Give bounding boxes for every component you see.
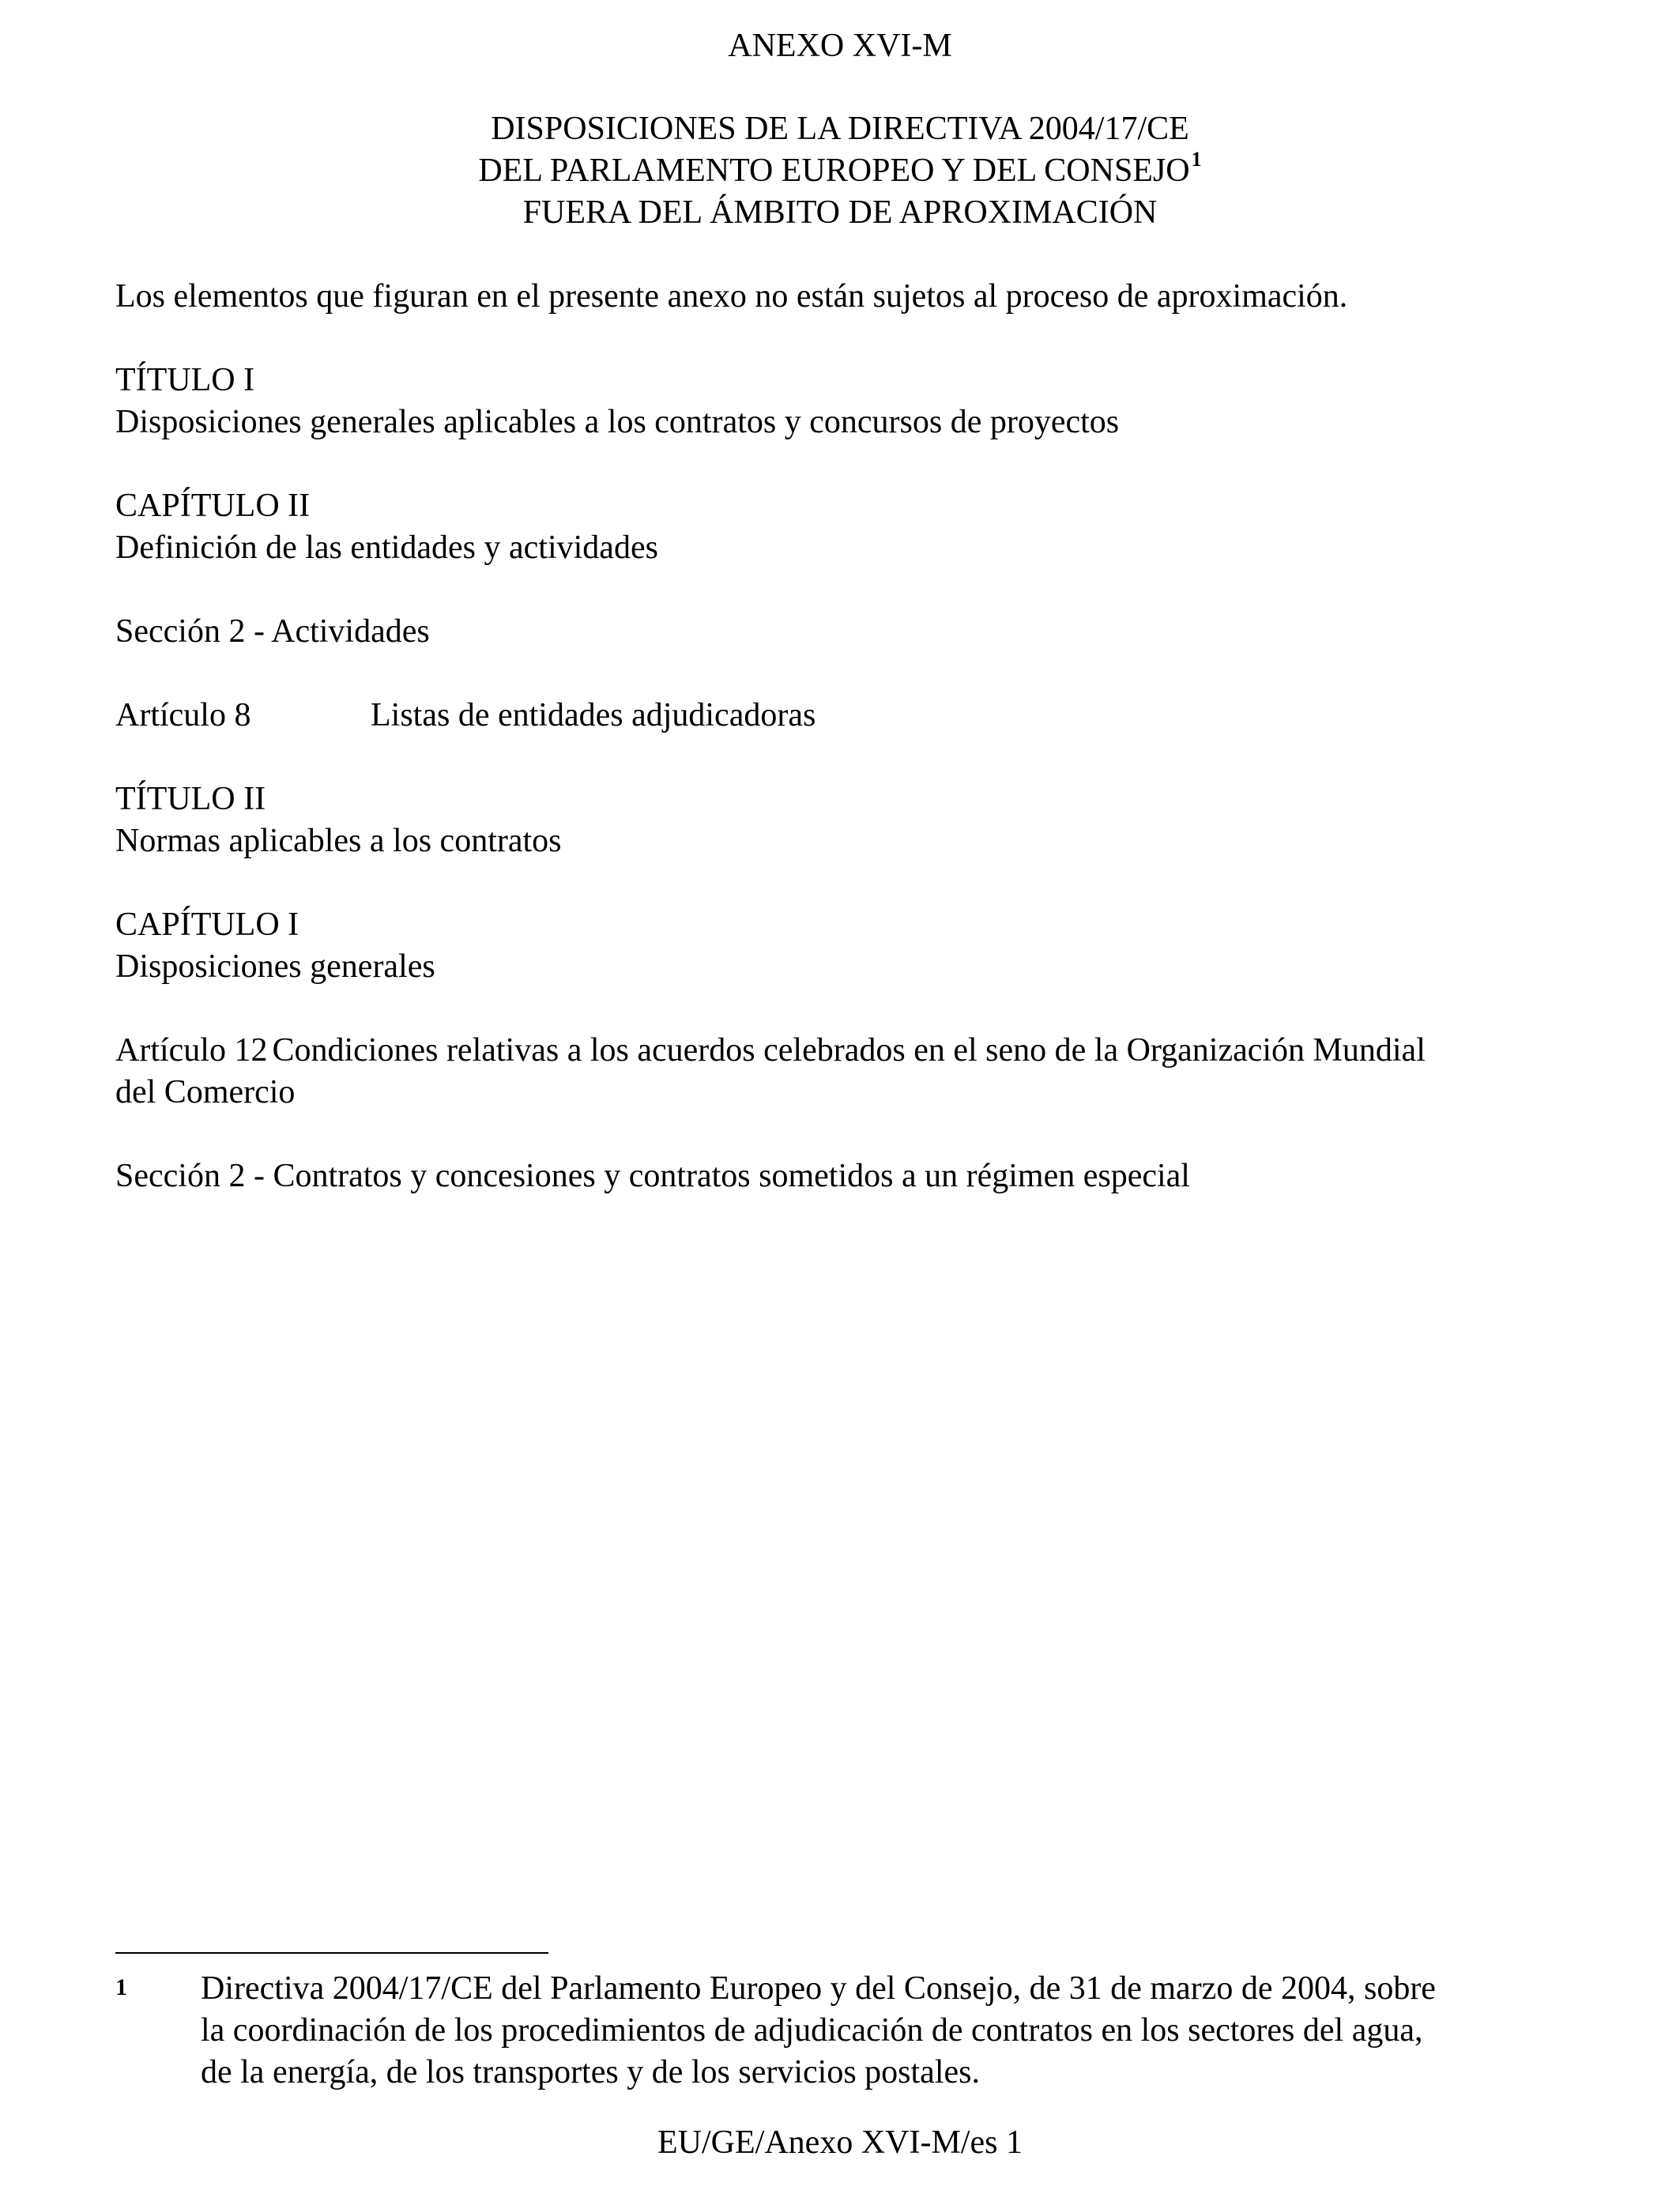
heading-line-3: FUERA DEL ÁMBITO DE APROXIMACIÓN bbox=[522, 194, 1158, 231]
seccion-2-contratos: Sección 2 - Contratos y concesiones y contratos sometidos a un régimen especial bbox=[115, 1158, 1190, 1194]
titulo-1-text: Disposiciones generales aplicables a los contratos y concursos de proyectos bbox=[115, 404, 1120, 440]
document-heading bbox=[0, 108, 1680, 234]
capitulo-2-text: Definición de las entidades y actividades bbox=[115, 530, 658, 566]
intro-paragraph: Los elementos que figuran en el presente anexo no están sujetos al proceso de aproximación. bbox=[115, 278, 1348, 315]
heading-line-2-text: DEL PARLAMENTO EUROPEO Y DEL CONSEJO bbox=[478, 153, 1190, 189]
footnote-text bbox=[201, 1968, 1576, 2094]
page-footer: EU/GE/Anexo XVI-M/es 1 bbox=[657, 2124, 1023, 2161]
footnote-line-2: la coordinación de los procedimientos de adjudicación de contratos en los sectores del agua, bbox=[201, 2012, 1423, 2049]
heading-line-1: DISPOSICIONES DE LA DIRECTIVA 2004/17/CE bbox=[491, 111, 1189, 147]
seccion-2-actividades: Sección 2 - Actividades bbox=[115, 613, 430, 650]
articulo-8-number: Artículo 8 bbox=[115, 697, 251, 733]
capitulo-1-text: Disposiciones generales bbox=[115, 948, 435, 985]
footnote-separator bbox=[115, 1952, 548, 1954]
titulo-2-text: Normas aplicables a los contratos bbox=[115, 823, 562, 859]
capitulo-1-label: CAPÍTULO I bbox=[115, 907, 299, 943]
articulo-8-text: Listas de entidades adjudicadoras bbox=[371, 697, 816, 733]
articulo-12 bbox=[115, 1030, 1569, 1072]
capitulo-2-label: CAPÍTULO II bbox=[115, 488, 311, 524]
footnote-line-1: Directiva 2004/17/CE del Parlamento Europeo y del Consejo, de 31 de marzo de 2004, sobre bbox=[201, 1970, 1436, 2007]
heading-line-2 bbox=[0, 150, 1680, 192]
articulo-12-text-line-1: Condiciones relativas a los acuerdos celebrados en el seno de la Organización Mundial bbox=[272, 1032, 1426, 1069]
articulo-12-text-line-2: del Comercio bbox=[115, 1074, 296, 1110]
articulo-8 bbox=[115, 695, 1569, 737]
titulo-1-label: TÍTULO I bbox=[115, 362, 255, 398]
footnote-line-3: de la energía, de los transportes y de los servicios postales. bbox=[201, 2054, 980, 2090]
articulo-12-number: Artículo 12 bbox=[115, 1032, 268, 1069]
document-body bbox=[115, 276, 1569, 1197]
footnote-mark: 1 bbox=[115, 1974, 127, 2000]
titulo-2-label: TÍTULO II bbox=[115, 781, 266, 817]
footnote-reference[interactable]: 1 bbox=[1191, 148, 1202, 171]
annex-title: ANEXO XVI-M bbox=[728, 28, 952, 64]
